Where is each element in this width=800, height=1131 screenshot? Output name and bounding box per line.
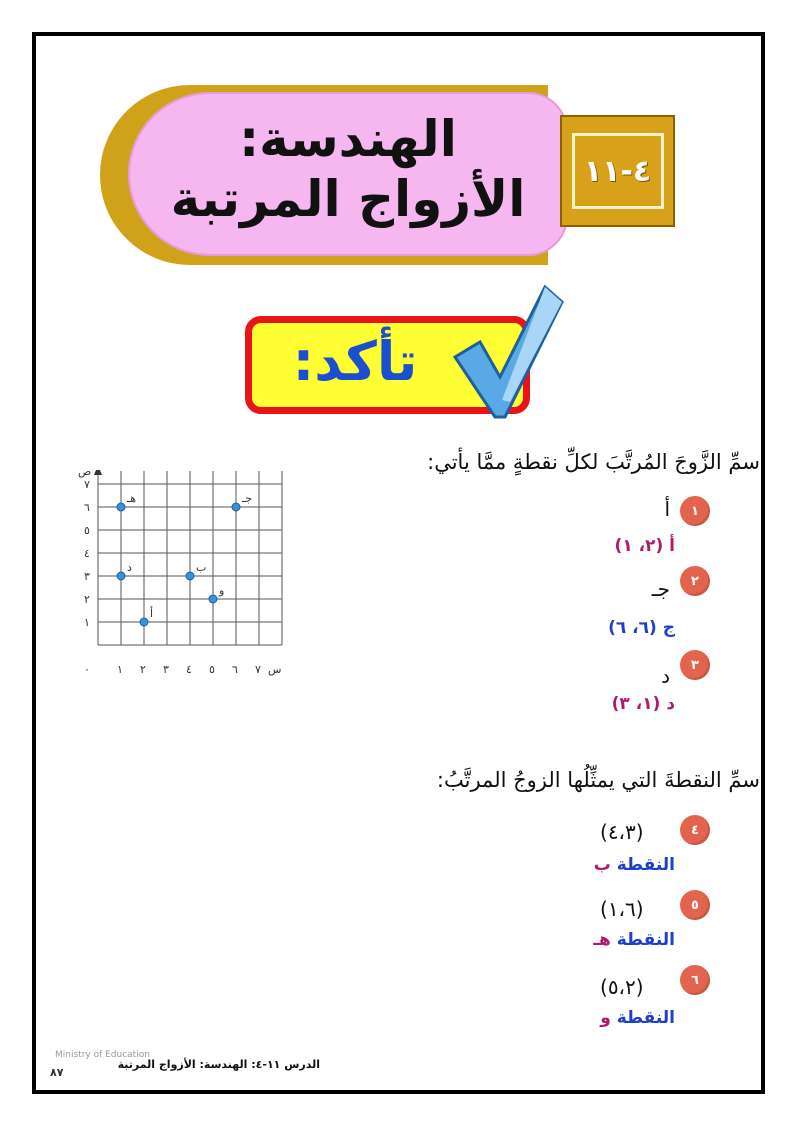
x-tick-label: ١ <box>117 663 123 676</box>
answer-text <box>600 1008 675 1028</box>
question-number: ٢ <box>680 566 710 596</box>
y-tick-label: ١ <box>84 616 90 629</box>
answer-text: أ (٢، ١) <box>614 536 675 556</box>
answer-letter: ب <box>593 855 611 875</box>
grid-point <box>117 572 125 580</box>
section1-instruction: سمِّ الزَّوجَ المُرتَّبَ لكلِّ نقطةٍ ممَّا يأتي: <box>427 450 760 474</box>
answer-letter: هـ <box>593 930 611 950</box>
ordered-pair: (٤،٣) <box>600 820 644 844</box>
y-tick-label: ٥ <box>84 524 90 537</box>
point-label: هـ <box>127 492 137 505</box>
lesson-number-box <box>560 115 675 227</box>
y-axis-label: ص <box>78 470 92 478</box>
x-axis-label: س <box>268 663 282 676</box>
y-tick-label: ٣ <box>84 570 90 583</box>
grid-point <box>140 618 148 626</box>
point-label: ب <box>196 561 207 574</box>
y-tick-label: ٢ <box>84 593 90 606</box>
question-prompt: أ <box>664 497 670 521</box>
y-tick-label: ٤ <box>84 547 90 560</box>
x-tick-label: ٦ <box>232 663 238 676</box>
title-line-1: الهندسة: <box>239 110 457 168</box>
page-number: ٨٧ <box>50 1066 64 1079</box>
origin-label: ٠ <box>84 663 90 676</box>
answer-prefix: النقطة <box>616 930 675 950</box>
answer-text <box>593 930 675 950</box>
point-label: جـ <box>242 492 253 505</box>
ministry-label: Ministry of Education <box>55 1050 150 1060</box>
answer-text: د (١، ٣) <box>611 694 675 714</box>
axis-arrow-icon <box>94 470 102 475</box>
ordered-pair: (٥،٢) <box>600 975 644 999</box>
point-label: و <box>219 584 225 597</box>
x-tick-label: ٤ <box>186 663 192 676</box>
question-number: ٤ <box>680 815 710 845</box>
footer-lesson: الدرس ١١-٤: الهندسة: الأزواج المرتبة <box>117 1058 320 1071</box>
x-tick-label: ٣ <box>163 663 169 676</box>
grid-point <box>117 503 125 511</box>
coordinate-grid <box>70 470 295 685</box>
lesson-number: ٤-١١ <box>572 133 664 209</box>
question-prompt: د <box>661 664 670 688</box>
ordered-pair: (١،٦) <box>600 897 644 921</box>
x-tick-label: ٥ <box>209 663 215 676</box>
question-number: ١ <box>680 496 710 526</box>
question-number: ٣ <box>680 650 710 680</box>
checkmark-icon <box>450 282 565 422</box>
y-tick-label: ٦ <box>84 501 90 514</box>
answer-text: ج (٦، ٦) <box>608 618 675 638</box>
answer-prefix: النقطة <box>616 1008 675 1028</box>
x-tick-label: ٢ <box>140 663 146 676</box>
title-line-2: الأزواج المرتبة <box>170 170 526 228</box>
x-tick-label: ٧ <box>255 663 261 676</box>
answer-letter: و <box>600 1008 611 1028</box>
question-prompt: جـ <box>651 577 670 601</box>
question-number: ٦ <box>680 965 710 995</box>
grid-point <box>209 595 217 603</box>
section2-instruction: سمِّ النقطةَ التي يمثِّلُها الزوجُ المرتَّبُ: <box>436 768 760 792</box>
point-label: د <box>127 561 132 574</box>
point-label: أ <box>150 607 154 620</box>
answer-text <box>594 855 675 875</box>
question-number: ٥ <box>680 890 710 920</box>
grid-point <box>186 572 194 580</box>
check-label: تأكد: <box>292 330 418 393</box>
grid-point <box>232 503 240 511</box>
y-tick-label: ٧ <box>84 478 90 491</box>
answer-prefix: النقطة <box>616 855 675 875</box>
